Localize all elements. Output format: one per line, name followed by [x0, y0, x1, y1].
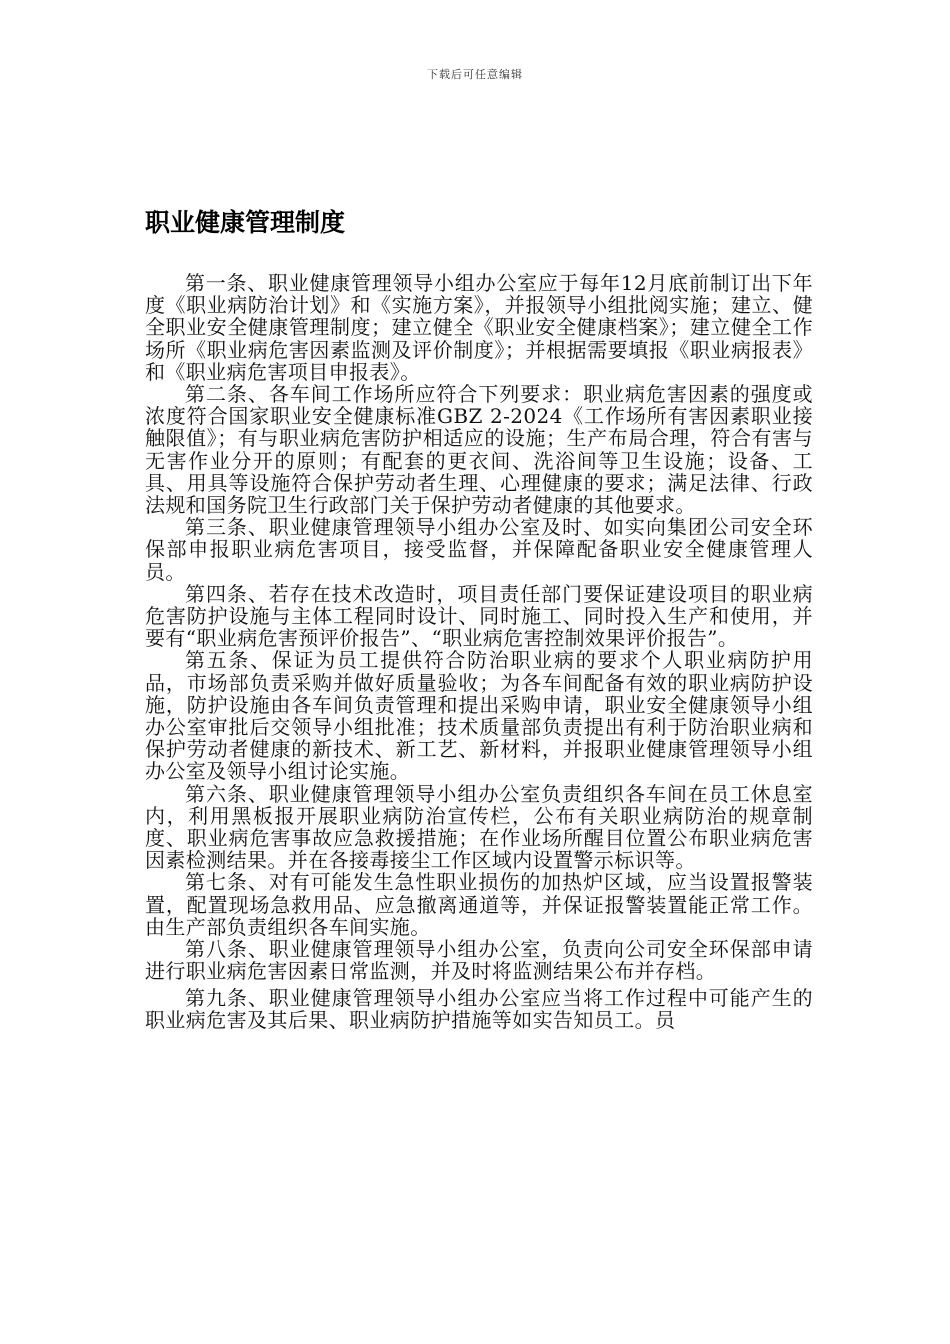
article-5: 第五条、保证为员工提供符合防治职业病的要求个人职业病防护用品，市场部负责采购并做好质量验收；为各车间配备有效的职业病防护设施，防护设施由各车间负责管理和提出采购申请，职业安全健康领导小组办公室审批后交领导小组批准；技术质量部负责提出有利于防治职业病和保护劳动者健康的新技术、新工艺、新材料，并报职业健康管理领导小组办公室及领导小组讨论实施。	[145, 648, 813, 784]
article-3: 第三条、职业健康管理领导小组办公室及时、如实向集团公司安全环保部申报职业病危害项目，接受监督，并保障配备职业安全健康管理人员。	[145, 515, 813, 584]
article-6: 第六条、职业健康管理领导小组办公室负责组织各车间在员工休息室内，利用黑板报开展职业病防治宣传栏，公布有关职业病防治的规章制度、职业病危害事故应急救援措施；在作业场所醒目位置公布职业病危害因素检测结果。并在各接毒接尘工作区域内设置警示标识等。	[145, 781, 813, 873]
header-note: 下载后可任意编辑	[427, 68, 523, 81]
article-7: 第七条、对有可能发生急性职业损伤的加热炉区域，应当设置报警装置，配置现场急救用品、应急撤离通道等，并保证报警装置能正常工作。由生产部负责组织各车间实施。	[145, 870, 813, 939]
article-9: 第九条、职业健康管理领导小组办公室应当将工作过程中可能产生的职业病危害及其后果、职业病防护措施等如实告知员工。员	[145, 985, 813, 1032]
document-body	[145, 272, 813, 1031]
document-title: 职业健康管理制度	[145, 208, 346, 237]
article-8: 第八条、职业健康管理领导小组办公室，负责向公司安全环保部申请进行职业病危害因素日常监测，并及时将监测结果公布并存档。	[145, 937, 813, 984]
article-1: 第一条、职业健康管理领导小组办公室应于每年12月底前制订出下年度《职业病防治计划》和《实施方案》，并报领导小组批阅实施；建立、健全职业安全健康管理制度；建立健全《职业安全健康档案》；建立健全工作场所《职业病危害因素监测及评价制度》；并根据需要填报《职业病报表》和《职业病危害项目申报表》。	[145, 271, 813, 384]
article-4: 第四条、若存在技术改造时，项目责任部门要保证建设项目的职业病危害防护设施与主体工程同时设计、同时施工、同时投入生产和使用，并要有“职业病危害预评价报告”、“职业病危害控制效果评价报告”。	[145, 581, 813, 651]
article-2: 第二条、各车间工作场所应符合下列要求：职业病危害因素的强度或浓度符合国家职业安全健康标准GBZ 2-2024《工作场所有害因素职业接触限值》；有与职业病危害防护相适应的设施；生产布局合理，符合有害与无害作业分开的原则；有配套的更衣间、洗浴间等卫生设施；设备、工具、用具等设施符合保护劳动者生理、心理健康的要求；满足法律、行政法规和国务院卫生行政部门关于保护劳动者健康的其他要求。	[145, 382, 813, 518]
